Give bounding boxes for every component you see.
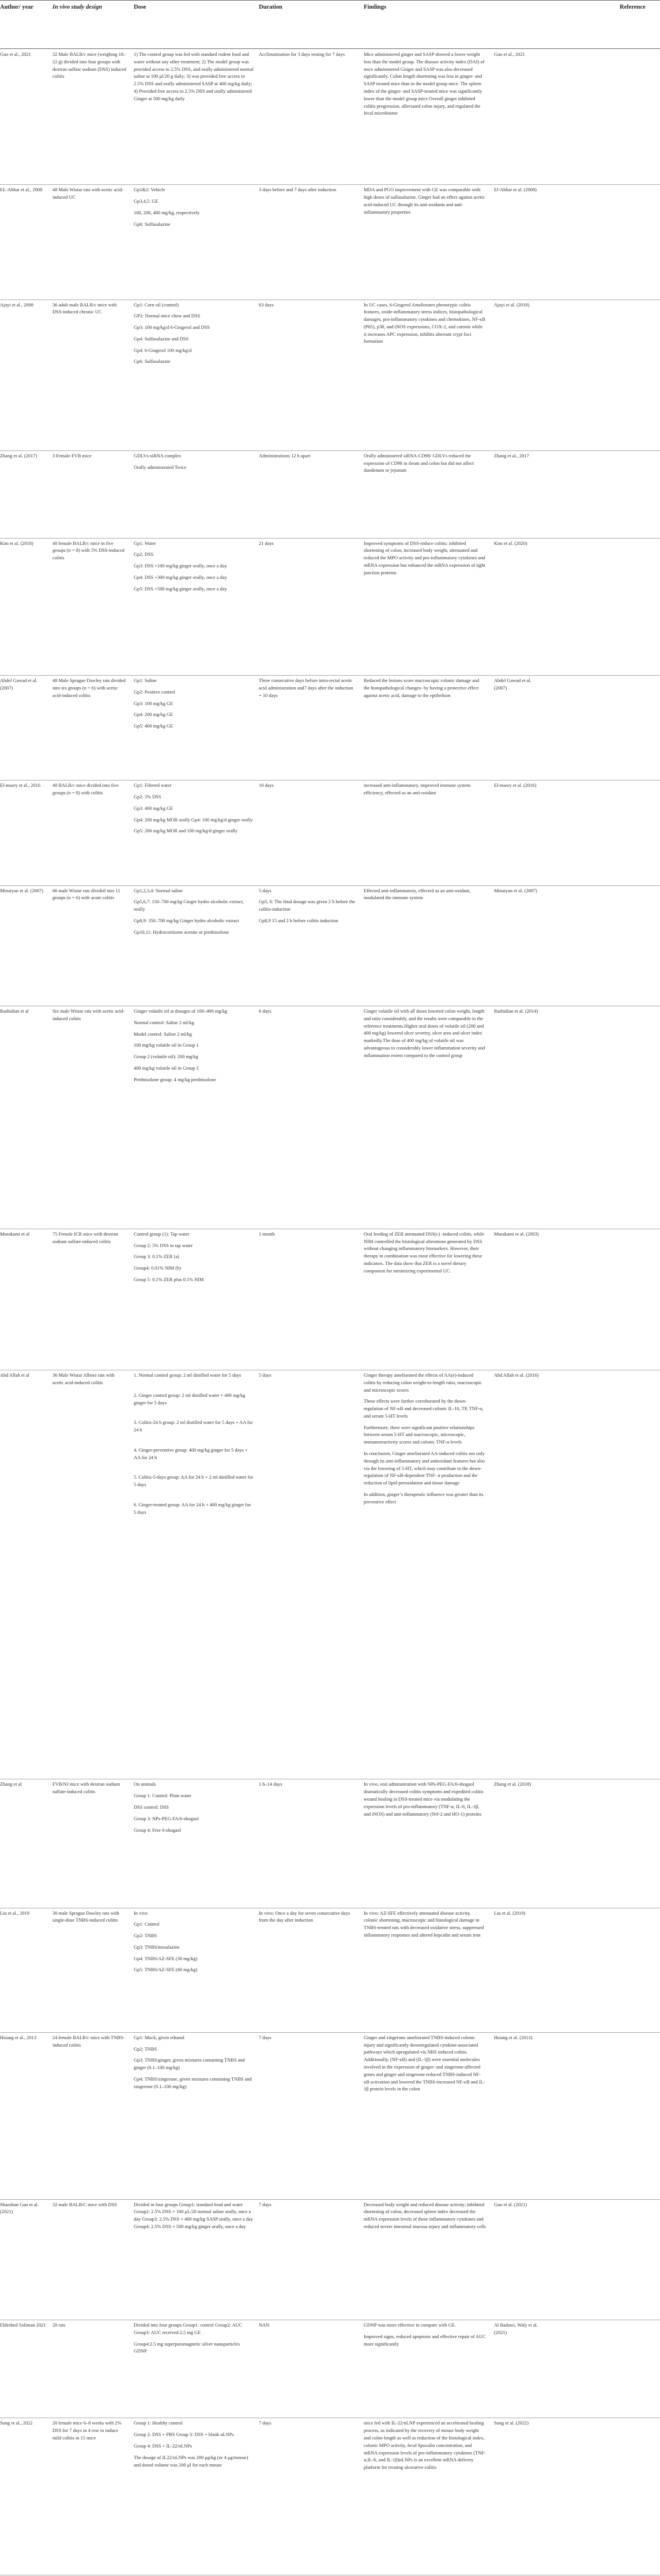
cell-design: 3 Female FVB mice	[52, 453, 92, 459]
dose-line: Gp6: Sulfasalazine	[134, 359, 171, 365]
findings-line: mice fed with IL-22/nLNP experienced an accelerated healing process, as indicated by the recovery of mouse body weight and colon length as well as reduction of the histological index, colonic MPO activity, fecal lipocalin concentration, and mRNA expression levels of pro-inflammatory cytokines (TNF-α,IL-6, and IL-1β)nLNPs is an excellent mRNA delivery platform for treating ulcerative colitis	[364, 2420, 486, 2471]
cell-duration	[259, 1008, 356, 1020]
findings-line: In vivo: AZ-SFE effectively attenuated disease activity, colonic shortening, macroscopic and histological damage in TNBS-treated rats with decreased oxidative stress, suppressed inflammatory responses and altered hepcidin and serum iron	[364, 1910, 484, 1938]
cell-findings	[364, 1781, 486, 1822]
cell-reference: El-Abhar et al. (2008)	[494, 187, 537, 193]
dose-line: Gp3: TNBS/mesalazine	[134, 1944, 180, 1950]
findings-line: Decreased body weight and reduced disease activity; inhibited shortening of colon, decreased spleen index decreased the mRNA expression levels of these inflammatory cytokines and reduced severe intestinal mucosa injury and inflammatory cells	[364, 2202, 486, 2229]
dose-line: Group 4: DSS + IL-22/nLNPs	[134, 2443, 193, 2449]
dose-line: Group 1: Control: Plain water	[134, 1793, 192, 1799]
cell-reference: Ajayi et al. (2018)	[494, 302, 530, 308]
dose-line: Gp1,2,3,4: Normal saline	[134, 888, 183, 893]
dose-line: Orally administrated Twice	[134, 464, 187, 470]
dose-line: Group 2: DSS + PBS Group 3: DSS + blank nLNPs	[134, 2432, 234, 2438]
cell-duration	[259, 540, 356, 552]
cell-findings	[364, 1910, 486, 1944]
cell-reference: Kim et al. (2020)	[494, 540, 527, 546]
cell-design: 40 female BALB/c mice in five groups (n = 8) with 5% DSS-induced colitis	[52, 540, 125, 561]
dose-line: On animals	[134, 1782, 156, 1787]
dose-line: Gp2: TNBS	[134, 2046, 157, 2052]
cell-duration	[259, 1910, 356, 1929]
dose-line: Prednisolone group: 4 mg/kg prednisolone	[134, 1077, 216, 1082]
table-row	[0, 538, 660, 676]
cell-findings	[364, 187, 486, 220]
cell-author: Minaiyan et al. (2007)	[0, 888, 43, 893]
dose-line: Gp8,9: 350–700 mg/kg Ginger hydro alcoholic extract	[134, 918, 239, 923]
dose-line: 100 mg/kg volatile oil in Group 1	[134, 1043, 199, 1048]
dose-line: Divided in four groups Group1: standard food and water Group2: 2.5% DSS + 100 μL/20 normal saline orally, once a day Group3: 2.5% DSS + 400 mg/kg SASP orally, once a day Group4: 2.5% DSS + 500 mg/kg ginger orally, once a day	[134, 2202, 253, 2229]
table-row	[0, 1779, 660, 1908]
dose-line: Gp5: DSS +500 mg/kg ginger orally, once a day	[134, 586, 227, 592]
dose-line: Gp3: 400 mg/kg GE	[134, 805, 174, 811]
duration-line: Gp5, 6: The final dosage was given 2 h before the colitis-induction	[259, 899, 356, 912]
duration-line: Administrations 12 h apart	[259, 453, 311, 459]
cell-author: El-masry et al., 2016	[0, 783, 41, 789]
cell-duration	[259, 302, 356, 313]
dose-line: Gp2: DSS	[134, 552, 154, 558]
cell-dose	[134, 302, 254, 370]
dose-line: Normal control: Saline 2 ml/kg	[134, 1020, 194, 1025]
dose-line: 5. Colitis-5-days group: AA for 24 h + 2 ml distilled water for 5 days	[134, 1475, 254, 1488]
table-row	[0, 184, 660, 300]
cell-author: Sung et al., 2022	[0, 2420, 33, 2426]
findings-line: Oral feeding of ZER attenuated DSS(c) -induced colitis, while NIM controlled the histological alterations generated by DSS without changing inflammatory biomarkers. However, their therapy in combination was most effective for lowering these indicators. The data show that ZER is a novel dietary component for minimizing experimental UC.	[364, 1231, 485, 1274]
cell-design: 32 male BALB/C mice with DSS	[52, 2202, 117, 2207]
cell-dose	[134, 1781, 254, 1838]
cell-author: Shaoshan Guo et al. (2021)	[0, 2202, 39, 2215]
cell-duration	[259, 2202, 356, 2213]
findings-line: MDA and PGO improvement with GE was comparable with high doses of sulfasalazine. Ginger had an effect against acetic acid-induced UC through its anti-oxidants and anti-inflammatory properties	[364, 187, 485, 215]
cell-author: Rashidian et al	[0, 1009, 29, 1014]
dose-line: Divided into four groups Group1: control Group2: AUC Group3: AUC received 2.5 mg GE	[134, 2323, 243, 2335]
table-row	[0, 450, 660, 539]
dose-line: 1. Normal control group: 2 ml distilled water for 5 days	[134, 1373, 242, 1378]
cell-dose	[134, 1372, 254, 1529]
cell-dose	[134, 1910, 254, 1979]
dose-line: Gp1: Filtered water	[134, 783, 172, 789]
duration-line: Three consecutive days before intra-rectal acetic acid administration and7 days after the induction = 10 days	[259, 678, 353, 698]
dose-line: 6. Ginger-treated group: AA for 24 h + 400 mg/kg ginger for 5 days	[134, 1502, 251, 1515]
dose-line: Gp1: Water	[134, 540, 156, 546]
findings-line: In UC cases, 6-Gingerol Ameliorates phenotypic colitis features, oxide-inflammatory stress indices, histopathological damages, pro-inflammatory cytokines and chemokines, NF-κB (P65), p38, and iNOS expressions, COX-2, and catenin while it increases APC expression, inhibits aberrant crypt foci formation	[364, 302, 485, 344]
dose-line: Group 3: NPs-PEG-FA/6-shogaol	[134, 1816, 199, 1821]
findings-line: Ginger and zingerone ameliorated TNBS-induced colonic injury and significantly downregulated cytokine-associated pathways which upregulated via NBS induced colitis. Additionally, (NF-κB) and (IL-1β) were essential molecules involved in the expression of ginger- and zingerone-affected genes and ginger and zingerone reduced TNBS-induced NF-κB activation and lowered the TNBS-increased NF-κB and IL-1β protein levels in the colon	[364, 2035, 485, 2092]
findings-line: In addition, ginger’s therapeutic influence was greater than its preventive effect	[364, 1491, 484, 1505]
cell-findings	[364, 2035, 486, 2097]
dose-line: Group 5: 0.1% ZER plus 0.1% NIM	[134, 1276, 204, 1282]
header-dose: Dose	[134, 4, 146, 10]
cell-author: Abdel Gawad et al. (2007)	[0, 678, 37, 691]
cell-duration	[259, 2035, 356, 2046]
cell-author: Guo et al., 2021	[0, 52, 31, 58]
cell-reference: Rashidian et al. (2014)	[494, 1009, 538, 1014]
table-row	[0, 1908, 660, 2033]
header-study-design: In vivo study design	[52, 4, 103, 10]
duration-line: 5 days	[259, 888, 271, 893]
cell-duration	[259, 677, 356, 703]
duration-line: 6 days	[259, 1009, 271, 1014]
cell-dose	[134, 677, 254, 734]
duration-line: NAN	[259, 2323, 270, 2328]
cell-design: 36 adult male BALB/c mice with DSS-induced chronic UC	[52, 302, 117, 315]
cell-findings	[364, 1008, 486, 1063]
dose-line: Gp3,4,5: GE	[134, 199, 159, 204]
dose-line: Gp3: 100 mg/kg GE	[134, 700, 174, 706]
cell-duration	[259, 2420, 356, 2431]
findings-line: Improved signs, reduced apoptosis and effective repair of AUC more significantly	[364, 2333, 486, 2347]
duration-line: In vivo: Once a day for seven consecutive days from the day after induction	[259, 1910, 350, 1923]
table-row	[0, 1229, 660, 1370]
cell-design: 36 Male Wistar Albino rats with acetic acid-induced colitis	[52, 1373, 115, 1385]
dose-line: Gp4: 200 mg/kg GE	[134, 712, 174, 718]
cell-reference: Guo et al., 2021	[494, 52, 525, 58]
dose-line: Gp1: Saline	[134, 678, 157, 683]
cell-reference: Liu et al. (2019)	[494, 1910, 526, 1916]
cell-dose	[134, 453, 254, 476]
findings-line: In conclusion, Ginger ameliorated AA-induced colitis not only through its anti-inflammatory and antioxidant features but also via the lowering of 5-HT, which may contribute to the down-regulation of NF-κB-dependent TNF- α production and the reduction of lipid peroxidation and tissue damage	[364, 1450, 485, 1486]
findings-line: Reduced the lesions score macroscopic colonic damage and the histopathological changes- by having a protective effect against acetic acid, damage to the epithelium	[364, 678, 480, 698]
dose-line: GP2: Normal mice chow and DSS	[134, 313, 201, 319]
cell-findings	[364, 540, 486, 581]
dose-line: In vivo	[134, 1910, 148, 1916]
cell-findings	[364, 888, 486, 907]
table-row	[0, 2418, 660, 2575]
duration-line: 10 days	[259, 783, 274, 789]
cell-design: 20 rats	[52, 2323, 66, 2328]
findings-line: Improved symptoms of DSS-induce colitis: inhibited shortening of colon, increased body weight, attenuated and reduced the MPO activity and pro-inflammatory cytokines and mRNA expression but enhanced the mRNA expression of tight junction proteins	[364, 540, 485, 575]
dose-line: GDLVs-siRNA complex	[134, 453, 182, 459]
dose-line: Gp4: TNBS/zingerone, given mixtures containing TNBS and zingerone (0.1–100 mg/kg)	[134, 2077, 252, 2089]
dose-line: Group 3: 0.1% ZER (a)	[134, 1254, 179, 1260]
cell-duration	[259, 1372, 356, 1384]
dose-line: Group4:2.5 mg superparamagnetic silver nanoparticles GDNP	[134, 2341, 240, 2354]
dose-line: Gp2: 5% DSS	[134, 794, 161, 800]
dose-line: Control group (1): Tap water	[134, 1231, 190, 1237]
dose-line: Gp4: 6-Gingerol 100 mg/kg/d	[134, 347, 192, 353]
table-row	[0, 885, 660, 1007]
cell-findings	[364, 677, 486, 703]
dose-line: Gp3: DSS +100 mg/kg ginger orally, once a day	[134, 563, 227, 569]
dose-line: Gp3: 100 mg/kg/d 6-Gingerol and DSS	[134, 325, 210, 331]
dose-line: 400 mg/kg volatile oil in Group 3	[134, 1065, 199, 1071]
findings-line: Furthermore, there were significant positive relationships between serum 5-HT and macroscopic, microscopic, immunoreactivity scores and colonic TNF-α levels	[364, 1425, 475, 1445]
cell-findings	[364, 1231, 486, 1279]
cell-dose	[134, 540, 254, 597]
table-row	[0, 1006, 660, 1229]
dose-line: DSS control: DSS	[134, 1804, 169, 1810]
cell-findings	[364, 302, 486, 350]
cell-reference: Zhang et al. (2018)	[494, 1782, 531, 1787]
dose-line: Model control: Saline 2 ml/kg	[134, 1031, 192, 1037]
cell-findings	[364, 782, 486, 801]
dose-line: Gp4: 200 mg/kg MOR orally Gp4: 100 mg/kg/d ginger orally	[134, 817, 253, 823]
table-row	[0, 49, 660, 185]
header-findings: Findings	[364, 4, 387, 10]
cell-duration	[259, 1781, 356, 1793]
header-duration: Duration	[259, 4, 282, 10]
duration-line: 1 month	[259, 1231, 275, 1237]
cell-design: 32 Male BALB/c mice (weighing 18–22 g) divided into four groups with dextran sulfate sodium (DSS) induced colitis	[52, 52, 126, 79]
dose-line: Gp4: TNBS/AZ-SFE (30 mg/kg)	[134, 1956, 198, 1961]
findings-line: In vivo, oral administration with NPs-PEG-FA/6-shogaol dramatically decreased colitis symptoms and expedited colitis wound healing in DSS-treated mice via modulating the expression levels of pro-inflammatory (TNF-α, IL-6, IL-1β, and iNOS) and anti-inflammatory (Nrf-2 and HO-1) proteins	[364, 1782, 484, 1817]
duration-line: 3 days before and 7 days after induction	[259, 187, 337, 193]
cell-author: EL-Abhar et al., 2008	[0, 187, 43, 193]
cell-duration	[259, 782, 356, 794]
dose-line: Gp6: Sulfasalazine	[134, 221, 171, 227]
findings-line: GDNP was more effective in compare with GE.	[364, 2323, 457, 2328]
cell-dose	[134, 2202, 254, 2235]
cell-reference: Zhang et al., 2017	[494, 453, 529, 459]
cell-findings	[364, 2420, 486, 2475]
dose-line: 100, 200, 400 mg/kg, respectively	[134, 210, 200, 215]
dose-line: Group4: 0.01% NIM (b)	[134, 1266, 181, 1271]
table-row	[0, 2032, 660, 2200]
cell-duration	[259, 888, 356, 929]
cell-dose	[134, 187, 254, 232]
table-row	[0, 675, 660, 781]
cell-dose	[134, 1008, 254, 1088]
dose-line: Gp2: TNBS	[134, 1933, 157, 1939]
table-row	[0, 2320, 660, 2418]
table-row	[0, 780, 660, 885]
dose-line: 4. Ginger-preventive group: 400 mg/kg ginger for 5 days + AA for 24 h	[134, 1447, 248, 1460]
cell-reference: Hsiang et al. (2013)	[494, 2035, 533, 2040]
dose-line: Ginger volatile oil at dosages of 100–400 mg/kg	[134, 1009, 228, 1014]
cell-reference: Abdel Gawad et al. (2007)	[494, 678, 531, 691]
dose-line: Gp10,11: Hydrocortisone acetate or prednisolone	[134, 929, 229, 935]
duration-line: Acclimatization for 3 days testing for 7 days	[259, 52, 345, 58]
cell-reference: Guo et al. (2021)	[494, 2202, 527, 2207]
cell-author: Abd Allah et al	[0, 1373, 29, 1378]
cell-duration	[259, 187, 356, 198]
table-row	[0, 2199, 660, 2321]
cell-reference: Sung et al. (2022)	[494, 2420, 529, 2426]
cell-design: Six male Wistar rats with acetic acid-induced colitis	[52, 1009, 125, 1021]
cell-findings	[364, 2322, 486, 2352]
dose-line: Gp1: Mock, given ethanol	[134, 2035, 184, 2040]
cell-design: 48 Male Sprague Dawley rats divided into six groups (n = 8) with acetic acid-induced colitis	[52, 678, 126, 698]
cell-design: 20 female mice 6–8 weeks with 2% DSS for 7 days in 4 row to induce mild colitis in 15 mice	[52, 2420, 122, 2441]
cell-dose	[134, 2035, 254, 2095]
cell-duration	[259, 453, 356, 464]
cell-reference: Al Badawi, Waly et al. (2021)	[494, 2323, 538, 2335]
cell-findings	[364, 2202, 486, 2235]
cell-dose	[134, 888, 254, 941]
cell-author: Ajayi et al., 2008	[0, 302, 33, 308]
cell-reference: Minaiyan et al. (2007)	[494, 888, 537, 893]
findings-line: Ginger therapy ameliorated the effects of AA(e)-induced colitis by reducing colon weight-to-length ratio, macroscopic and microscopic scores	[364, 1373, 482, 1393]
dose-line: Gp4: DSS +300 mg/kg ginger orally, once a day	[134, 574, 227, 580]
findings-line: Orally administered siRNA-CD98/ GDLVs reduced the expression of CD98 in ileum and colon but did not affect duodenum or jejunum	[364, 453, 474, 473]
duration-line: Gp8,9 15 and 2 h before colitis induction	[259, 918, 338, 923]
cell-duration	[259, 51, 356, 63]
cell-design: 48 Male Wistar rats with acetic acid-induced UC	[52, 187, 124, 200]
cell-author: Murakami et al	[0, 1231, 30, 1237]
cell-design: 66 male Wistar rats divided into 11 groups (n = 6) with acute colitis	[52, 888, 120, 901]
dose-line: Gp2: Positive control	[134, 689, 175, 695]
dose-line: Gp3: TNBS/ginger, given mixtures containing TNBS and ginger (0.1–100 mg/kg)	[134, 2058, 245, 2071]
cell-reference: Murakami et al. (2003)	[494, 1231, 539, 1237]
duration-line: 7 days	[259, 2202, 271, 2207]
dose-line: 2. Ginger control group: 2 ml distilled water + 400 mg/kg ginger for 5 days	[134, 1392, 246, 1406]
findings-line: increased anti-inflammatory, improved immune system efficiency, effected as an anti-oxidant	[364, 783, 471, 796]
cell-findings	[364, 1372, 486, 1510]
cell-design: FVB/NJ mice with dextran sodium sulfate-induced colitis	[52, 1782, 120, 1795]
table-header	[0, 0, 660, 49]
findings-line: Ginger volatile oil with all doses lowered colon weight, length and ratio considerably, and the results were comparable to the reference treatments.Higher oral doses of volatile oil (200 and 400 mg/kg) lowered ulcer severity, ulcer area and ulcer index markedly.The dose of 400 mg/kg of volatile oil was advantageous to considerably lower inflammation severity and inflammation extent compared to the control group	[364, 1009, 485, 1058]
cell-findings	[364, 51, 486, 122]
cell-duration	[259, 2322, 356, 2333]
cell-dose	[134, 2420, 254, 2473]
cell-author: Zhang et al	[0, 1782, 22, 1787]
table-row	[0, 300, 660, 451]
dose-line: Gp1: Corn oil (control)	[134, 302, 179, 308]
cell-dose	[134, 51, 254, 107]
cell-author: Kim et al. (2018)	[0, 540, 33, 546]
cell-reference: El-masry et al. (2016)	[494, 783, 537, 789]
cell-design: 30 male Sprague Dawley rats with single-dose TNBS-induced colitis	[52, 1910, 119, 1923]
duration-line: 7 days	[259, 2035, 271, 2040]
dose-line: Gp1&2: Vehicle	[134, 187, 165, 193]
dose-line: Group 2 (volatile oil): 200 mg/kg	[134, 1054, 198, 1060]
cell-dose	[134, 782, 254, 839]
cell-design: 24 female BALB/c mice with TNBS-induced colitis	[52, 2035, 125, 2048]
dose-line: Group 1: Healthy control	[134, 2420, 183, 2426]
dose-line: Gp5: TNBS/AZ-SFE (60 mg/kg)	[134, 1967, 198, 1973]
duration-line: 7 days	[259, 2420, 271, 2426]
cell-author: Eldeshed Soliman 2021	[0, 2323, 46, 2328]
dose-line: Group 2: 5% DSS in tap water	[134, 1242, 193, 1248]
cell-dose	[134, 1231, 254, 1288]
cell-author: Zhang et al. (2017)	[0, 453, 37, 459]
duration-line: 5 days	[259, 1373, 271, 1378]
cell-dose	[134, 2322, 254, 2359]
dose-line: 1) The control group was fed with standard rodent food and water without any other treatment; 2) The model group was provided access to 2.5% DSS, and orally administered normal saline at 100 μl/20 g daily; 3) was provided free access to 2.5% DSS and orally administered SASP at 400 mg/kg daily; 4) Provided free access to 2.5% DSS and orally administered Ginger at 500 mg/kg daily	[134, 52, 254, 101]
duration-line: 21 days	[259, 540, 274, 546]
cell-findings	[364, 453, 486, 479]
dose-line: Gp5,6,7: 150–700 mg/kg Ginger hydro alcoholic extract, orally	[134, 899, 244, 912]
header-author: Author/ year	[0, 4, 34, 10]
cell-design: 40 BALB/c mice divided into five groups (n = 8) with colitis	[52, 783, 119, 796]
cell-author: Hsiang et al., 2013	[0, 2035, 37, 2040]
findings-line: These effects were further corroborated by the down-regulation of NF-κB and decreased colonic IL-10, TP, TNF-α, and serum 5-HT levels	[364, 1399, 484, 1419]
header-reference: Reference	[620, 4, 646, 10]
dose-line: 3. Colitis-24 h group: 2 ml distilled water for 5 days + AA for 24 h	[134, 1420, 253, 1433]
findings-line: Mice administered ginger and SASP showed a lower weight loss than the model group. The disease activity index (DAI) of mice administered Ginger and SASP was also decreased significantly. Colon length shortening was less in ginger- and SASP treated mice than in the model group mice. The spleen index of the ginger- and SASP-treated mice was significantly lower than the model group mice Overall ginger inhibited colitis progression, alleviated colon injury, and regulated the fecal microbiome	[364, 52, 485, 116]
dose-line: Gp5: 200 mg/kg MOR and 100 mg/kg/d ginger orally	[134, 828, 238, 834]
duration-line: 1 h–14 days	[259, 1782, 282, 1787]
table-row	[0, 1370, 660, 1779]
cell-reference: Abd Allah et al. (2016)	[494, 1373, 539, 1378]
cell-author: Liu et al., 2019	[0, 1910, 29, 1916]
cell-duration	[259, 1231, 356, 1242]
findings-line: Effected anti-inflammatory, effected as an anti-oxidant, modulated the immune system	[364, 888, 471, 901]
cell-design: 75 Female ICR mice with dextran sodium sulfate-induced colitis	[52, 1231, 118, 1244]
dose-line: The dosage of IL22/nLNPs was 200 μg/kg (or 4 μg/mouse) and dosed volume was 200 μl for each mouse	[134, 2454, 248, 2468]
dose-line: Group 4: Free 6-shogaol	[134, 1827, 182, 1833]
dose-line: Gp5: 400 mg/kg GE	[134, 723, 174, 729]
dose-line: Gp1: Control	[134, 1922, 160, 1927]
duration-line: 63 days	[259, 302, 274, 308]
dose-line: Gp4: Sulfasalazine and DSS	[134, 336, 189, 342]
